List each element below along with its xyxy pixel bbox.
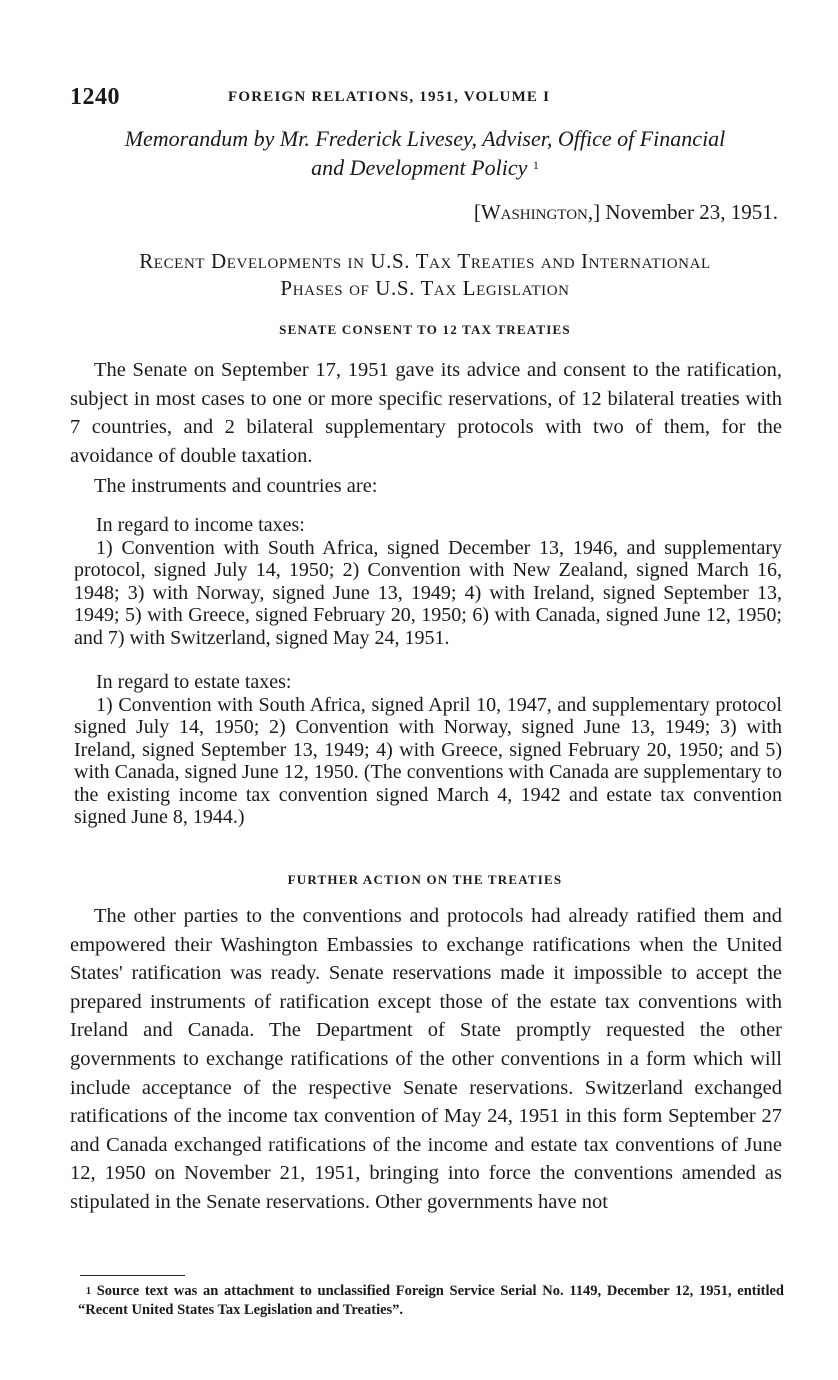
main-heading-line1: Recent Developments in U.S. Tax Treaties and International	[139, 249, 711, 273]
estate-taxes-text: 1) Convention with South Africa, signed April 10, 1947, and supplementary protocol signed July 14, 1950; 2) Convention with Norway, signed June 13, 1949; 3) with Ireland, signed September 13, 1949; 4) with Greece, signed February 20, 1950; and 5) with Canada, signed June 12, 1950. (The conventions with Canada are supplementary to the existing income tax convention signed March 4, 1942 and estate tax convention signed June 8, 1944.)	[74, 693, 782, 828]
paragraph-senate-consent: The Senate on September 17, 1951 gave its advice and consent to the ratification, subject in most cases to one or more specific reservations, of 12 bilateral treaties with 7 countries, and 2 bilateral supplementary protocols with two of them, for the avoidance of double taxation.	[70, 359, 782, 467]
memo-title	[70, 124, 780, 182]
footnote-marker: 1	[86, 1286, 91, 1297]
section-heading-further-action: FURTHER ACTION ON THE TREATIES	[287, 872, 563, 887]
running-head: FOREIGN RELATIONS, 1951, VOLUME I	[228, 89, 551, 105]
memo-title-line2: and Development Policy	[311, 155, 528, 180]
estate-taxes-lead: In regard to estate taxes:	[96, 671, 292, 693]
dateline-date: November 23, 1951.	[605, 200, 778, 224]
page-number: 1240	[70, 84, 120, 110]
section-heading-senate-consent: SENATE CONSENT TO 12 TAX TREATIES	[279, 322, 571, 337]
footnote	[78, 1282, 784, 1320]
income-taxes-block	[74, 514, 782, 649]
paragraph-further-action: The other parties to the conventions and protocols had already ratified them and empowered their Washington Embassies to exchange ratifications when the United States' ratification was ready. Senate reservations made it impossible to accept the prepared instruments of ratification except those of the estate tax conventions with Ireland and Canada. The Department of State promptly requested the other governments to exchange ratifications of the other conventions in a form which will include acceptance of the respective Senate reservations. Switzerland exchanged ratifications of the income tax convention of May 24, 1951 in this form September 27 and Canada exchanged ratifications of the income and estate tax conventions of June 12, 1950 on November 21, 1951, bringing into force the conventions amended as stipulated in the Senate reservations. Other governments have not	[70, 905, 782, 1213]
memo-title-line1: Memorandum by Mr. Frederick Livesey, Adviser, Office of Financial	[124, 126, 726, 151]
dateline: [Washington,] November 23, 1951.	[473, 200, 778, 224]
main-heading	[70, 248, 780, 302]
dateline-place: Washington,	[480, 200, 594, 224]
estate-taxes-block	[74, 671, 782, 829]
income-taxes-lead: In regard to income taxes:	[96, 514, 305, 536]
main-heading-line2: Phases of U.S. Tax Legislation	[280, 276, 570, 300]
footnote-reference[interactable]: 1	[532, 158, 539, 172]
footnote-divider	[80, 1275, 185, 1276]
paragraph-instruments: The instruments and countries are:	[94, 475, 378, 497]
income-taxes-text: 1) Convention with South Africa, signed December 13, 1946, and supplementary protocol, signed July 14, 1950; 2) Convention with New Zealand, signed March 16, 1948; 3) with Norway, signed June 13, 1949; 4) with Ireland, signed September 13, 1949; 5) with Greece, signed February 20, 1950; 6) with Canada, signed June 12, 1950; and 7) with Switzerland, signed May 24, 1951.	[74, 536, 782, 649]
page-header	[70, 84, 780, 112]
footnote-text: Source text was an attachment to unclassified Foreign Service Serial No. 1149, December 12, 1951, entitled “Recent United States Tax Legislation and Treaties”.	[78, 1283, 784, 1318]
